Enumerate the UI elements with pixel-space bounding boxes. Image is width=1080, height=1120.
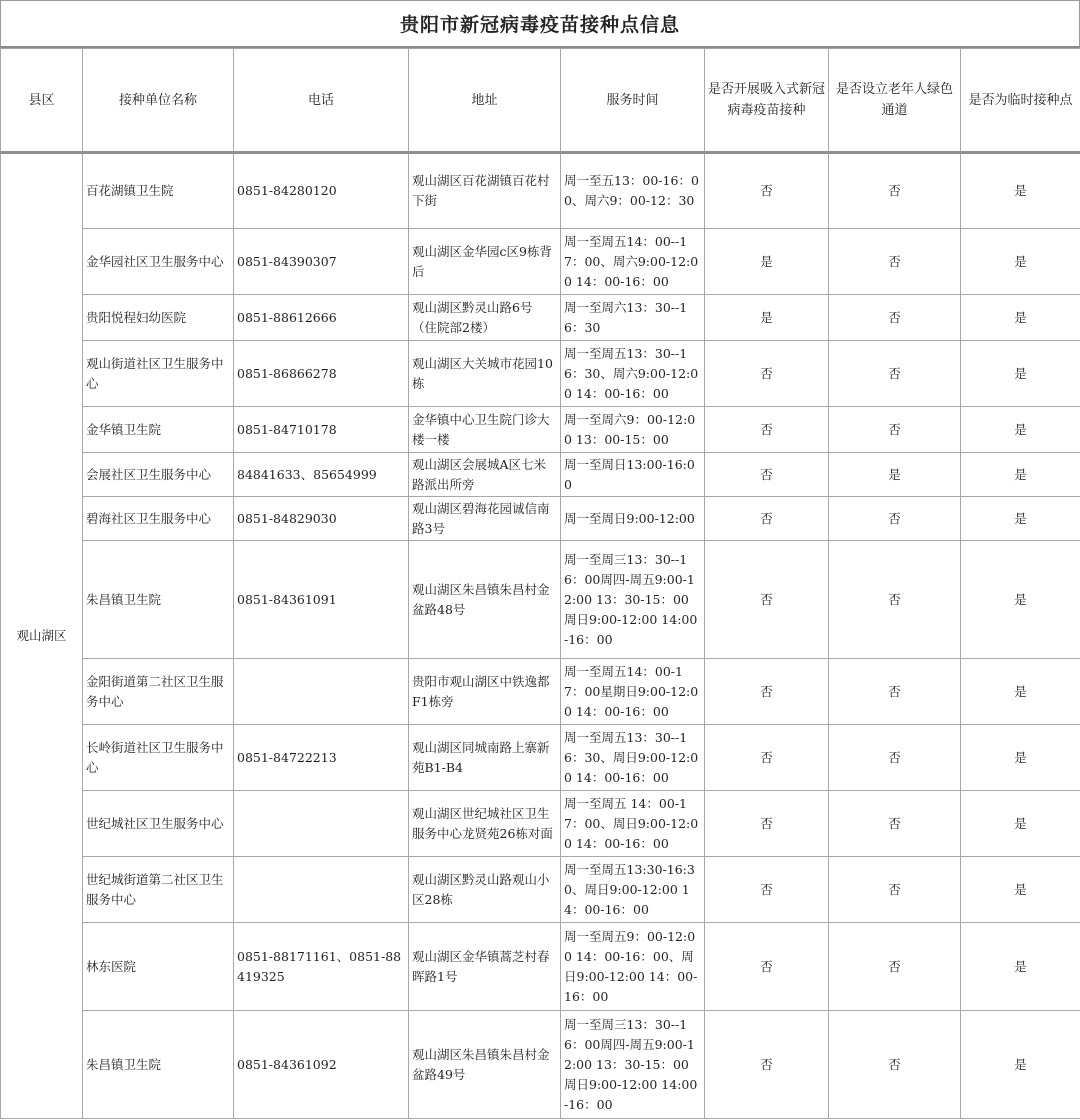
inhaled-vaccine-cell: 否 <box>705 407 829 453</box>
inhaled-vaccine-cell: 否 <box>705 791 829 857</box>
unit-name-cell: 世纪城街道第二社区卫生服务中心 <box>83 857 234 923</box>
temporary-site-cell: 是 <box>961 857 1080 923</box>
unit-name-cell: 长岭街道社区卫生服务中心 <box>83 725 234 791</box>
elderly-channel-cell: 否 <box>829 725 961 791</box>
temporary-site-cell: 是 <box>961 229 1080 295</box>
phone-cell <box>234 791 409 857</box>
unit-name-cell: 百花湖镇卫生院 <box>83 153 234 229</box>
header-phone: 电话 <box>234 49 409 153</box>
header-row <box>1 49 1080 153</box>
unit-name-cell: 世纪城社区卫生服务中心 <box>83 791 234 857</box>
address-cell: 观山湖区碧海花园诚信南路3号 <box>409 497 561 541</box>
unit-name-cell: 观山街道社区卫生服务中心 <box>83 341 234 407</box>
service-hours-cell: 周一至周六9：00-12:00 13：00-15：00 <box>561 407 705 453</box>
service-hours-cell: 周一至周五 14：00-17：00、周日9:00-12:00 14：00-16：00 <box>561 791 705 857</box>
header-address: 地址 <box>409 49 561 153</box>
table-row <box>1 1011 1080 1119</box>
phone-cell: 0851-84390307 <box>234 229 409 295</box>
phone-cell <box>234 857 409 923</box>
header-temporary: 是否为临时接种点 <box>961 49 1080 153</box>
temporary-site-cell: 是 <box>961 407 1080 453</box>
table-row <box>1 153 1080 229</box>
address-cell: 观山湖区百花湖镇百花村下街 <box>409 153 561 229</box>
temporary-site-cell: 是 <box>961 453 1080 497</box>
table-row <box>1 497 1080 541</box>
elderly-channel-cell: 是 <box>829 453 961 497</box>
inhaled-vaccine-cell: 否 <box>705 659 829 725</box>
unit-name-cell: 金华园社区卫生服务中心 <box>83 229 234 295</box>
temporary-site-cell: 是 <box>961 725 1080 791</box>
address-cell: 观山湖区金华镇蒿芝村春晖路1号 <box>409 923 561 1011</box>
inhaled-vaccine-cell: 是 <box>705 229 829 295</box>
elderly-channel-cell: 否 <box>829 541 961 659</box>
phone-cell: 0851-84710178 <box>234 407 409 453</box>
county-cell: 观山湖区 <box>1 153 83 1119</box>
elderly-channel-cell: 否 <box>829 407 961 453</box>
temporary-site-cell: 是 <box>961 659 1080 725</box>
address-cell: 观山湖区黔灵山路观山小区28栋 <box>409 857 561 923</box>
inhaled-vaccine-cell: 否 <box>705 453 829 497</box>
vaccination-table <box>0 48 1080 1119</box>
service-hours-cell: 周一至周五13：30--16：30、周日9:00-12:00 14：00-16：00 <box>561 725 705 791</box>
inhaled-vaccine-cell: 否 <box>705 497 829 541</box>
service-hours-cell: 周一至五13：00-16：00、周六9：00-12：30 <box>561 153 705 229</box>
service-hours-cell: 周一至周五14：00-17：00星期日9:00-12:00 14：00-16：00 <box>561 659 705 725</box>
address-cell: 观山湖区朱昌镇朱昌村金盆路48号 <box>409 541 561 659</box>
table-row <box>1 407 1080 453</box>
address-cell: 金华镇中心卫生院门诊大楼一楼 <box>409 407 561 453</box>
table-row <box>1 791 1080 857</box>
table-row <box>1 229 1080 295</box>
table-row <box>1 341 1080 407</box>
address-cell: 观山湖区会展城A区七米路派出所旁 <box>409 453 561 497</box>
phone-cell: 0851-84361092 <box>234 1011 409 1119</box>
table-row <box>1 923 1080 1011</box>
elderly-channel-cell: 否 <box>829 153 961 229</box>
service-hours-cell: 周一至周日13:00-16:00 <box>561 453 705 497</box>
phone-cell: 0851-84829030 <box>234 497 409 541</box>
temporary-site-cell: 是 <box>961 923 1080 1011</box>
phone-cell: 0851-86866278 <box>234 341 409 407</box>
phone-cell: 0851-84361091 <box>234 541 409 659</box>
service-hours-cell: 周一至周五13:30-16:30、周日9:00-12:00 14：00-16：00 <box>561 857 705 923</box>
phone-cell: 0851-88171161、0851-88419325 <box>234 923 409 1011</box>
unit-name-cell: 朱昌镇卫生院 <box>83 1011 234 1119</box>
address-cell: 观山湖区同城南路上寨新苑B1-B4 <box>409 725 561 791</box>
inhaled-vaccine-cell: 否 <box>705 153 829 229</box>
page-title: 贵阳市新冠病毒疫苗接种点信息 <box>0 0 1080 48</box>
inhaled-vaccine-cell: 否 <box>705 725 829 791</box>
temporary-site-cell: 是 <box>961 791 1080 857</box>
elderly-channel-cell: 否 <box>829 857 961 923</box>
header-inhaled: 是否开展吸入式新冠病毒疫苗接种 <box>705 49 829 153</box>
unit-name-cell: 金华镇卫生院 <box>83 407 234 453</box>
elderly-channel-cell: 否 <box>829 923 961 1011</box>
header-hours: 服务时间 <box>561 49 705 153</box>
address-cell: 观山湖区大关城市花园10栋 <box>409 341 561 407</box>
table-row <box>1 857 1080 923</box>
elderly-channel-cell: 否 <box>829 1011 961 1119</box>
unit-name-cell: 朱昌镇卫生院 <box>83 541 234 659</box>
phone-cell: 0851-84280120 <box>234 153 409 229</box>
service-hours-cell: 周一至周日9:00-12:00 <box>561 497 705 541</box>
service-hours-cell: 周一至周五13：30--16：30、周六9:00-12:00 14：00-16：00 <box>561 341 705 407</box>
unit-name-cell: 会展社区卫生服务中心 <box>83 453 234 497</box>
temporary-site-cell: 是 <box>961 341 1080 407</box>
address-cell: 观山湖区金华园c区9栋背后 <box>409 229 561 295</box>
header-elderly: 是否设立老年人绿色通道 <box>829 49 961 153</box>
address-cell: 观山湖区朱昌镇朱昌村金盆路49号 <box>409 1011 561 1119</box>
temporary-site-cell: 是 <box>961 295 1080 341</box>
service-hours-cell: 周一至周六13：30--16：30 <box>561 295 705 341</box>
service-hours-cell: 周一至周五14：00--17：00、周六9:00-12:00 14：00-16：00 <box>561 229 705 295</box>
table-body <box>1 153 1080 1119</box>
table-row <box>1 295 1080 341</box>
inhaled-vaccine-cell: 否 <box>705 1011 829 1119</box>
unit-name-cell: 金阳街道第二社区卫生服务中心 <box>83 659 234 725</box>
phone-cell <box>234 659 409 725</box>
header-county: 县区 <box>1 49 83 153</box>
unit-name-cell: 林东医院 <box>83 923 234 1011</box>
phone-cell: 0851-88612666 <box>234 295 409 341</box>
service-hours-cell: 周一至周三13：30--16：00周四-周五9:00-12:00 13：30-15：00 周日9:00-12:00 14:00-16：00 <box>561 541 705 659</box>
inhaled-vaccine-cell: 否 <box>705 541 829 659</box>
unit-name-cell: 碧海社区卫生服务中心 <box>83 497 234 541</box>
address-cell: 贵阳市观山湖区中铁逸都F1栋旁 <box>409 659 561 725</box>
address-cell: 观山湖区世纪城社区卫生服务中心龙贤苑26栋对面 <box>409 791 561 857</box>
phone-cell: 84841633、85654999 <box>234 453 409 497</box>
table-row <box>1 659 1080 725</box>
inhaled-vaccine-cell: 是 <box>705 295 829 341</box>
temporary-site-cell: 是 <box>961 153 1080 229</box>
header-unit: 接种单位名称 <box>83 49 234 153</box>
service-hours-cell: 周一至周五9：00-12:00 14：00-16：00、周日9:00-12:00 14：00-16：00 <box>561 923 705 1011</box>
inhaled-vaccine-cell: 否 <box>705 923 829 1011</box>
inhaled-vaccine-cell: 否 <box>705 857 829 923</box>
address-cell: 观山湖区黔灵山路6号（住院部2楼） <box>409 295 561 341</box>
elderly-channel-cell: 否 <box>829 659 961 725</box>
elderly-channel-cell: 否 <box>829 791 961 857</box>
table-row <box>1 725 1080 791</box>
temporary-site-cell: 是 <box>961 497 1080 541</box>
unit-name-cell: 贵阳悦程妇幼医院 <box>83 295 234 341</box>
elderly-channel-cell: 否 <box>829 295 961 341</box>
temporary-site-cell: 是 <box>961 1011 1080 1119</box>
inhaled-vaccine-cell: 否 <box>705 341 829 407</box>
temporary-site-cell: 是 <box>961 541 1080 659</box>
service-hours-cell: 周一至周三13：30--16：00周四-周五9:00-12:00 13：30-15：00 周日9:00-12:00 14:00-16：00 <box>561 1011 705 1119</box>
table-row <box>1 541 1080 659</box>
elderly-channel-cell: 否 <box>829 497 961 541</box>
phone-cell: 0851-84722213 <box>234 725 409 791</box>
table-row <box>1 453 1080 497</box>
elderly-channel-cell: 否 <box>829 229 961 295</box>
elderly-channel-cell: 否 <box>829 341 961 407</box>
